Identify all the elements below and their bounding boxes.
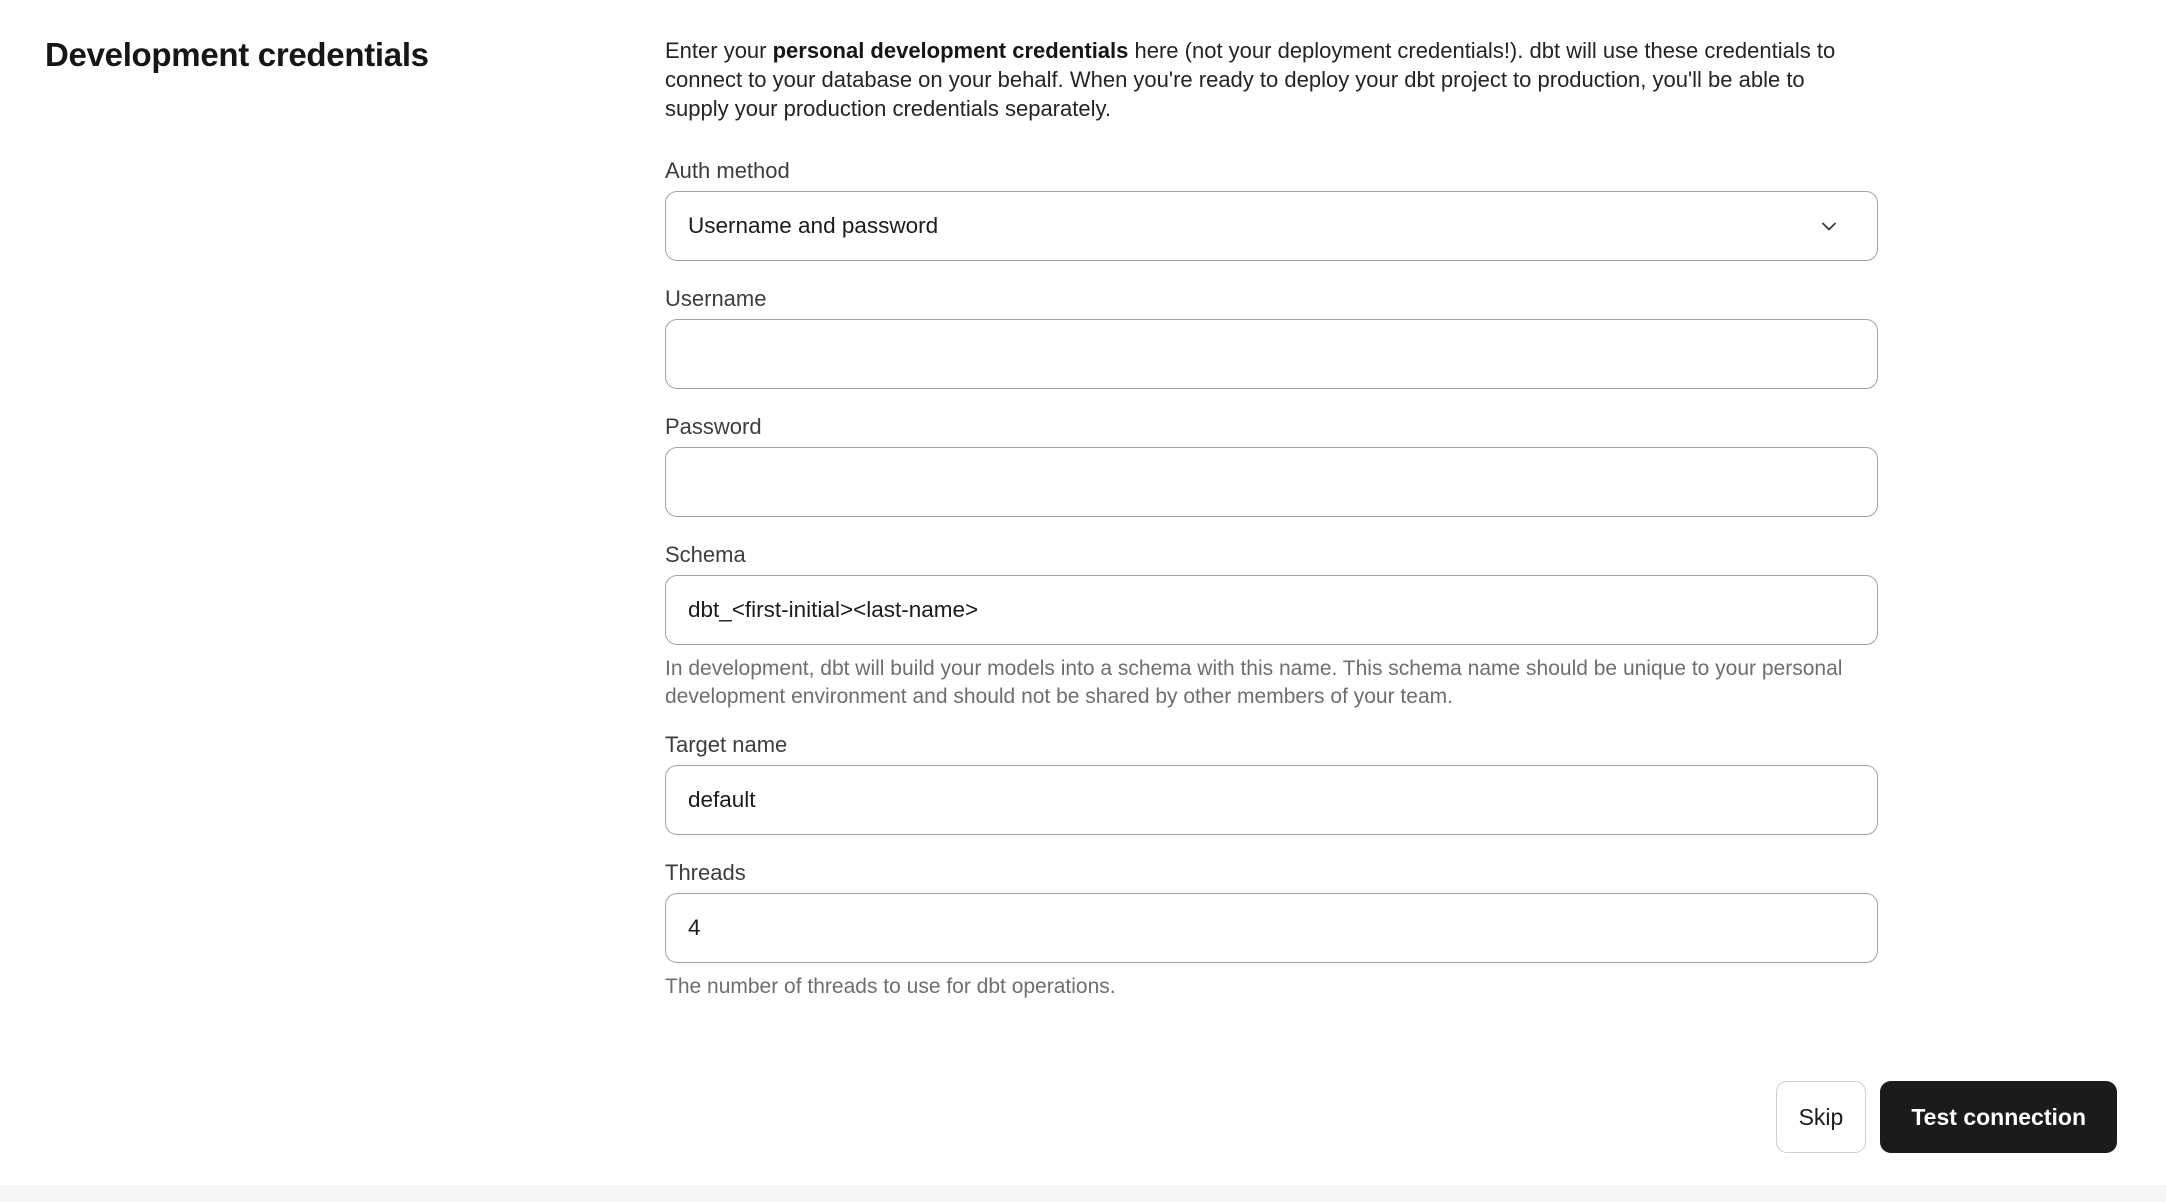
description-text-before: Enter your — [665, 38, 773, 63]
test-connection-button[interactable]: Test connection — [1880, 1081, 2117, 1153]
password-input[interactable] — [665, 447, 1878, 517]
schema-field — [665, 543, 1878, 711]
threads-input[interactable] — [665, 893, 1878, 963]
auth-method-label: Auth method — [665, 158, 790, 183]
schema-label: Schema — [665, 542, 746, 567]
target-name-label: Target name — [665, 732, 788, 757]
username-input[interactable] — [665, 319, 1878, 389]
auth-method-selected-value: Username and password — [688, 213, 939, 238]
page-bottom-divider — [0, 1185, 2166, 1202]
username-field — [665, 287, 1878, 389]
password-label: Password — [665, 414, 762, 439]
schema-help-text: In development, dbt will build your models into a schema with this name. This schema name should be unique to your personal development environment and should not be shared by other members of your team. — [665, 657, 1843, 708]
page-title: Development credentials — [45, 36, 429, 73]
auth-method-select[interactable] — [665, 191, 1878, 261]
skip-button[interactable]: Skip — [1776, 1081, 1867, 1153]
form-actions — [1776, 1081, 2117, 1153]
section-heading-column — [45, 30, 665, 1023]
description-text-bold: personal development credentials — [772, 38, 1129, 63]
target-name-field — [665, 733, 1878, 835]
username-label: Username — [665, 286, 767, 311]
credentials-form — [665, 30, 1878, 1023]
chevron-down-icon — [1817, 214, 1841, 238]
threads-label: Threads — [665, 860, 746, 885]
threads-field — [665, 861, 1878, 1001]
section-description — [665, 36, 1855, 123]
description-text-after: here (not your deployment credentials!). dbt will use these credentials to connect to your database on your behalf. When you're ready to deploy your dbt project to production, you'll be able to supply your production credentials separately. — [665, 38, 1836, 121]
target-name-input[interactable] — [665, 765, 1878, 835]
threads-help-text: The number of threads to use for dbt operations. — [665, 975, 1116, 998]
password-field — [665, 415, 1878, 517]
schema-input[interactable] — [665, 575, 1878, 645]
auth-method-field — [665, 159, 1878, 261]
